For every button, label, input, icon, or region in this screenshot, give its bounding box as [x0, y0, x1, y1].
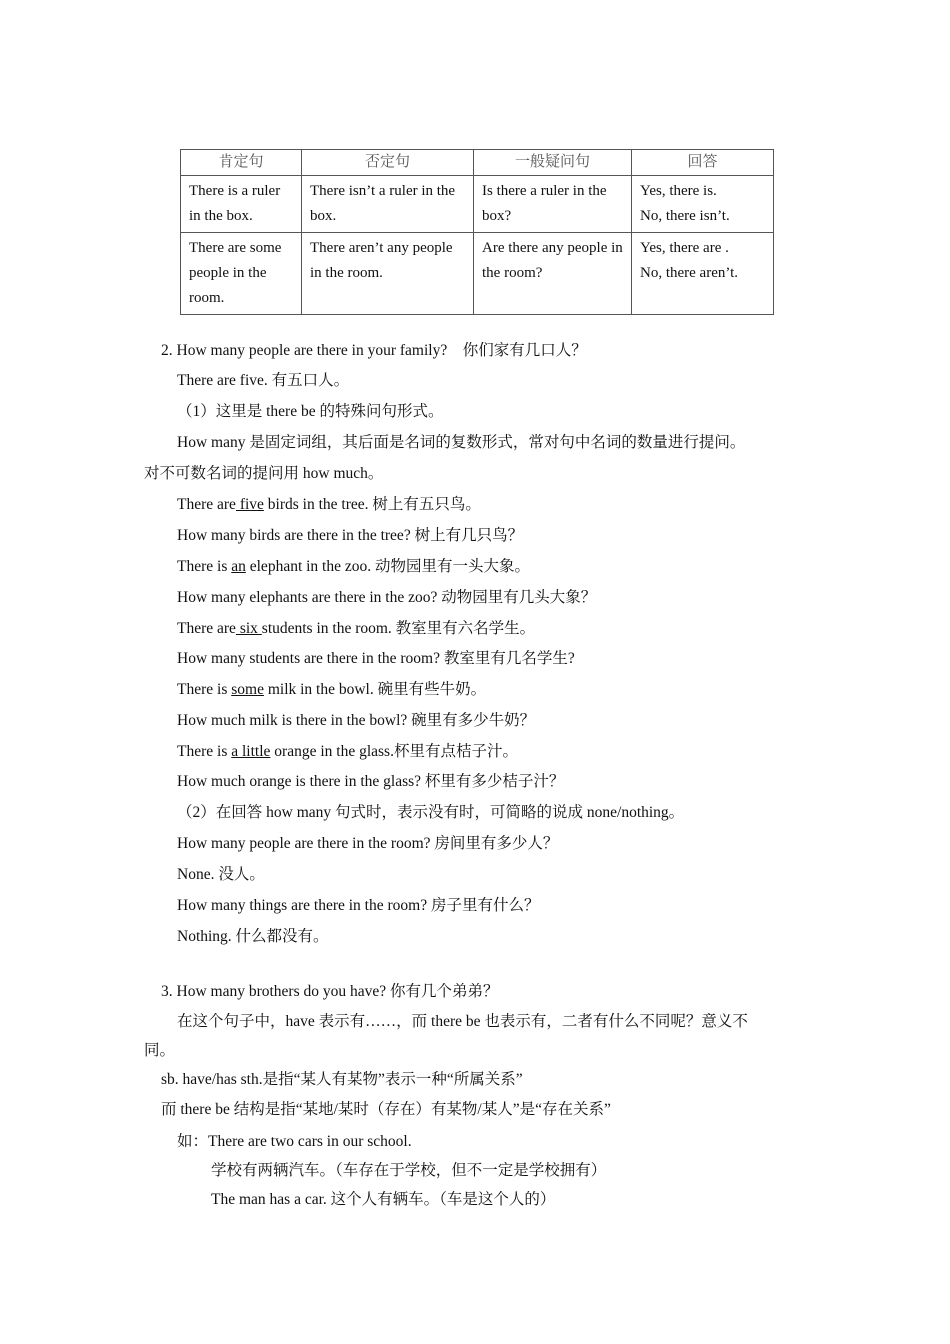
table-cell: Yes, there is. No, there isn’t. — [632, 176, 774, 233]
example-sentence: How many people are there in the room? 房间里有多少人？ — [177, 835, 559, 852]
example-sentence: There is some milk in the bowl. 碗里有些牛奶。 — [177, 681, 487, 698]
note-how-many-b: 对不可数名词的提问用 how much。 — [144, 465, 384, 482]
example-sentence: How much orange is there in the glass? 杯里有多少桔子汁？ — [177, 773, 565, 790]
header-question: 一般疑问句 — [474, 150, 632, 176]
note-2: （2）在回答 how many 句式时，表示没有时，可简略的说成 none/nothing。 — [177, 804, 685, 821]
underlined-word: six — [235, 620, 262, 637]
section3-para-a: 在这个句子中，have 表示有……，而 there be 也表示有，二者有什么不同呢？意义不 — [177, 1013, 748, 1030]
example-sentence: There is an elephant in the zoo. 动物园里有一头大象。 — [177, 558, 530, 575]
section3-para-b: 同。 — [144, 1042, 176, 1059]
table-cell: Yes, there are . No, there aren’t. — [632, 233, 774, 315]
table-cell: There are some people in the room. — [181, 233, 302, 315]
table-cell: There isn’t a ruler in the box. — [302, 176, 474, 233]
table-cell: There is a ruler in the box. — [181, 176, 302, 233]
example-sentence: The man has a car. 这个人有辆车。（车是这个人的） — [211, 1191, 556, 1208]
example-sentence: How much milk is there in the bowl? 碗里有多少牛奶？ — [177, 712, 536, 729]
existence-note: 而 there be 结构是指“某地/某时（存在）有某物/某人”是“存在关系” — [161, 1101, 611, 1118]
underlined-word: some — [231, 681, 264, 698]
example-sentence: 如：There are two cars in our school. — [177, 1133, 412, 1150]
underlined-word: five — [235, 496, 264, 513]
example-sentence: How many students are there in the room? 教室里有几名学生? — [177, 650, 575, 667]
table-row — [181, 233, 774, 315]
example-sentence: There is a little orange in the glass.杯里有点桔子汁。 — [177, 743, 518, 760]
example-sentence: None. 没人。 — [177, 866, 265, 883]
example-sentence: How many birds are there in the tree? 树上有几只鸟？ — [177, 527, 524, 544]
header-answer: 回答 — [632, 150, 774, 176]
ownership-note: sb. have/has sth.是指“某人有某物”表示一种“所属关系” — [161, 1071, 523, 1088]
header-negative: 否定句 — [302, 150, 474, 176]
table-cell: There aren’t any people in the room. — [302, 233, 474, 315]
underlined-word: an — [231, 558, 246, 575]
note-1: （1）这里是 there be 的特殊问句形式。 — [177, 403, 444, 420]
table-row — [181, 176, 774, 233]
example-sentence: 学校有两辆汽车。（车存在于学校，但不一定是学校拥有） — [211, 1162, 607, 1179]
header-affirmative: 肯定句 — [181, 150, 302, 176]
example-sentence: Nothing. 什么都没有。 — [177, 928, 329, 945]
section2-question: 2. How many people are there in your family? 你们家有几口人？ — [161, 342, 587, 359]
section2-answer: There are five. 有五口人。 — [177, 372, 350, 389]
table-header-row — [181, 150, 774, 176]
there-be-table — [180, 149, 774, 315]
example-sentence: How many elephants are there in the zoo? 动物园里有几头大象？ — [177, 589, 597, 606]
underlined-word: a little — [231, 743, 271, 760]
table-cell: Is there a ruler in the box? — [474, 176, 632, 233]
example-sentence: There are five birds in the tree. 树上有五只鸟。 — [177, 496, 481, 513]
example-sentence: How many things are there in the room? 房子里有什么？ — [177, 897, 540, 914]
table-cell: Are there any people in the room? — [474, 233, 632, 315]
note-how-many-a: How many 是固定词组，其后面是名词的复数形式，常对句中名词的数量进行提问。 — [177, 434, 746, 451]
section3-question: 3. How many brothers do you have? 你有几个弟弟？ — [161, 983, 499, 1000]
example-sentence: There are six students in the room. 教室里有六名学生。 — [177, 620, 536, 637]
